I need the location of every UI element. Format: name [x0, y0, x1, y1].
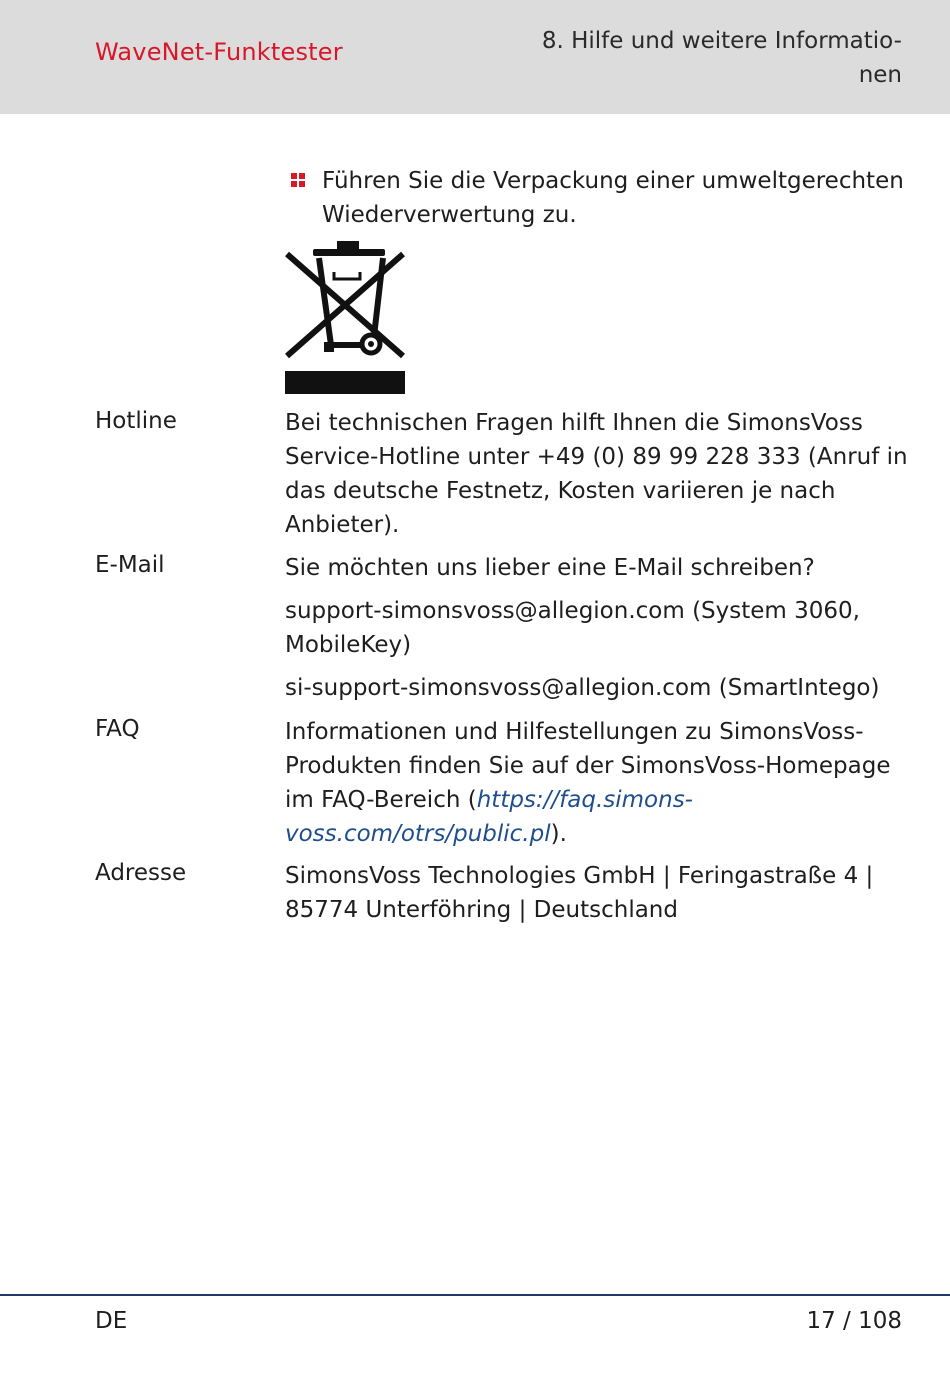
- email-label: E-Mail: [95, 552, 165, 578]
- chapter-title-line1: 8. Hilfe und weitere Informatio-: [541, 28, 902, 54]
- email-address-support[interactable]: support-simonsvoss@allegion.com (System 3060, MobileKey): [285, 598, 860, 658]
- hotline-text: Bei technischen Fragen hilft Ihnen die SimonsVoss Service-Hotline unter +49 (0) 89 99 228 333 (Anruf in das deutsche Festnetz, Kosten variieren je nach Anbieter).: [285, 410, 908, 538]
- footer-divider: [0, 1294, 950, 1296]
- faq-label: FAQ: [95, 716, 140, 742]
- address-label: Adresse: [95, 860, 187, 886]
- faq-link[interactable]: https://faq.simons-voss.com/otrs/public.pl: [285, 787, 693, 847]
- email-address-smartintego[interactable]: si-support-simonsvoss@allegion.com (SmartIntego): [285, 675, 880, 701]
- faq-text: [285, 715, 910, 851]
- weee-crossed-bin-icon: [285, 238, 405, 394]
- page-header: [0, 0, 950, 114]
- chapter-title: [522, 24, 902, 92]
- faq-text-before: Informationen und Hilfestellungen zu SimonsVoss-Produkten finden Sie auf der SimonsVoss-Homepage im FAQ-Bereich (: [285, 719, 891, 813]
- red-squares-bullet-icon: [291, 173, 305, 187]
- chapter-title-line2: nen: [858, 62, 902, 88]
- footer-language: DE: [95, 1308, 128, 1334]
- faq-text-after: ).: [550, 821, 567, 847]
- email-question: Sie möchten uns lieber eine E-Mail schreiben?: [285, 555, 815, 581]
- disposal-text: Führen Sie die Verpackung einer umweltgerechten Wiederverwertung zu.: [322, 168, 904, 228]
- address-text: SimonsVoss Technologies GmbH | Feringastraße 4 | 85774 Unterföhring | Deutschland: [285, 863, 874, 923]
- document-brand-title: WaveNet-Funktester: [95, 38, 343, 66]
- hotline-label: Hotline: [95, 408, 177, 434]
- page-number: 17 / 108: [806, 1308, 902, 1334]
